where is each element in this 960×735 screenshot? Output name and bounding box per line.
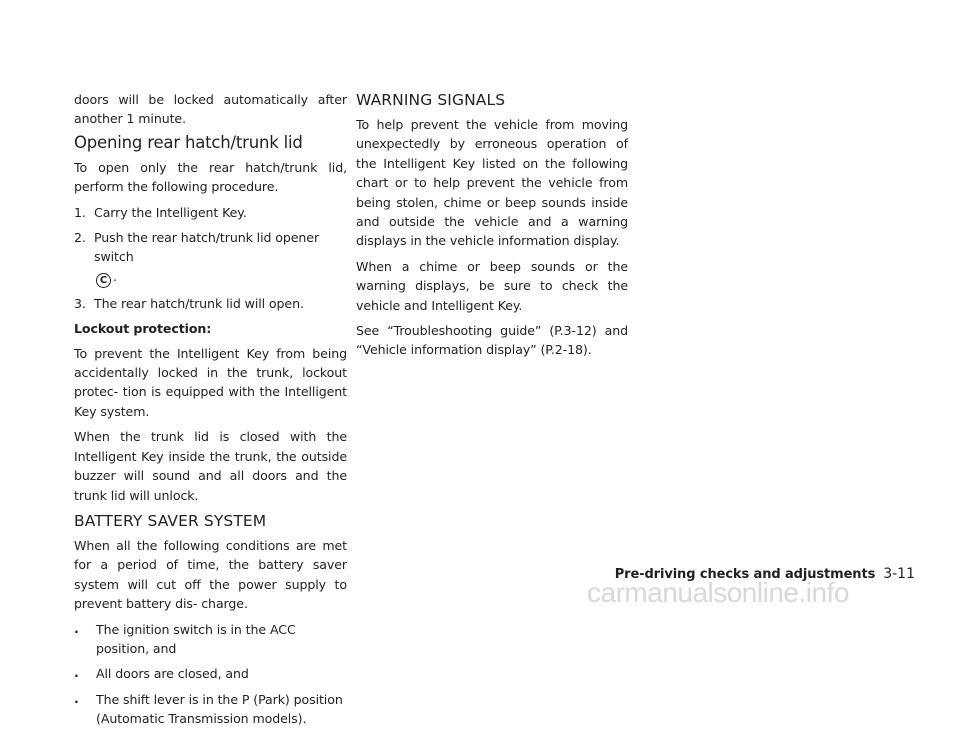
bullet-text: The ignition switch is in the ACC position, and <box>96 621 296 656</box>
right-column <box>356 90 628 366</box>
step-number: 2. <box>74 230 86 246</box>
watermark-logo: carmanualsonline.info <box>587 577 849 608</box>
warning-paragraph-2: When a chime or beep sounds or the warning displays, be sure to check the vehicle and Intelligent Key. <box>356 258 628 313</box>
bullet-dot-icon: . <box>74 690 79 706</box>
step-1 <box>74 203 347 222</box>
battery-saver-heading: BATTERY SAVER SYSTEM <box>74 511 267 530</box>
bullet-dot-icon: . <box>74 665 79 681</box>
lockout-paragraph-1: To prevent the Intelligent Key from being accidentally locked in the trunk, lockout protec- tion is equipped with the Intelligent Key system. <box>74 345 347 419</box>
step-3 <box>74 294 347 313</box>
step-number: 1. <box>74 204 86 220</box>
warning-paragraph-1: To help prevent the vehicle from moving unexpectedly by erroneous operation of the Intelligent Key listed on the following chart or to help prevent the vehicle from being stolen, chime or beep sounds inside and outside the vehicle and a warning displays in the vehicle information display. <box>356 117 628 249</box>
bullet-item <box>74 690 347 729</box>
step-2 <box>74 228 347 288</box>
battery-saver-paragraph: When all the following conditions are met for a period of time, the battery saver system will cut off the power supply to prevent battery dis- charge. <box>74 537 347 612</box>
page-number: 3-11 <box>883 566 915 582</box>
step-text-end: . <box>113 268 117 284</box>
step-text: Carry the Intelligent Key. <box>94 204 247 220</box>
bullet-dot-icon: . <box>74 620 79 636</box>
opening-heading: Opening rear hatch/trunk lid <box>74 132 303 152</box>
bullet-item <box>74 664 347 683</box>
warning-signals-heading: WARNING SIGNALS <box>356 91 506 109</box>
intro-paragraph: doors will be locked automatically after another 1 minute. <box>74 92 347 127</box>
lockout-paragraph-2: When the trunk lid is closed with the Intelligent Key inside the trunk, the outside buzzer will sound and all doors and the trunk lid will unlock. <box>74 429 347 503</box>
bullet-text: All doors are closed, and <box>96 666 249 682</box>
warning-paragraph-3: See “Troubleshooting guide” (P.3-12) and “Vehicle information display” (P.2-18). <box>356 323 628 358</box>
chapter-title: Pre-driving checks and adjustments <box>614 567 876 582</box>
lockout-heading: Lockout protection: <box>74 321 212 337</box>
step-text: Push the rear hatch/trunk lid opener switch <box>94 230 320 265</box>
step-number: 3. <box>74 295 86 311</box>
bullet-item <box>74 620 347 659</box>
bullet-text: The shift lever is in the P (Park) position (Automatic Transmission models). <box>96 691 343 727</box>
step-text: The rear hatch/trunk lid will open. <box>94 295 304 311</box>
opening-paragraph: To open only the rear hatch/trunk lid, perform the following procedure. <box>74 159 347 195</box>
left-column <box>74 90 347 735</box>
circled-c-icon: C <box>96 273 111 288</box>
